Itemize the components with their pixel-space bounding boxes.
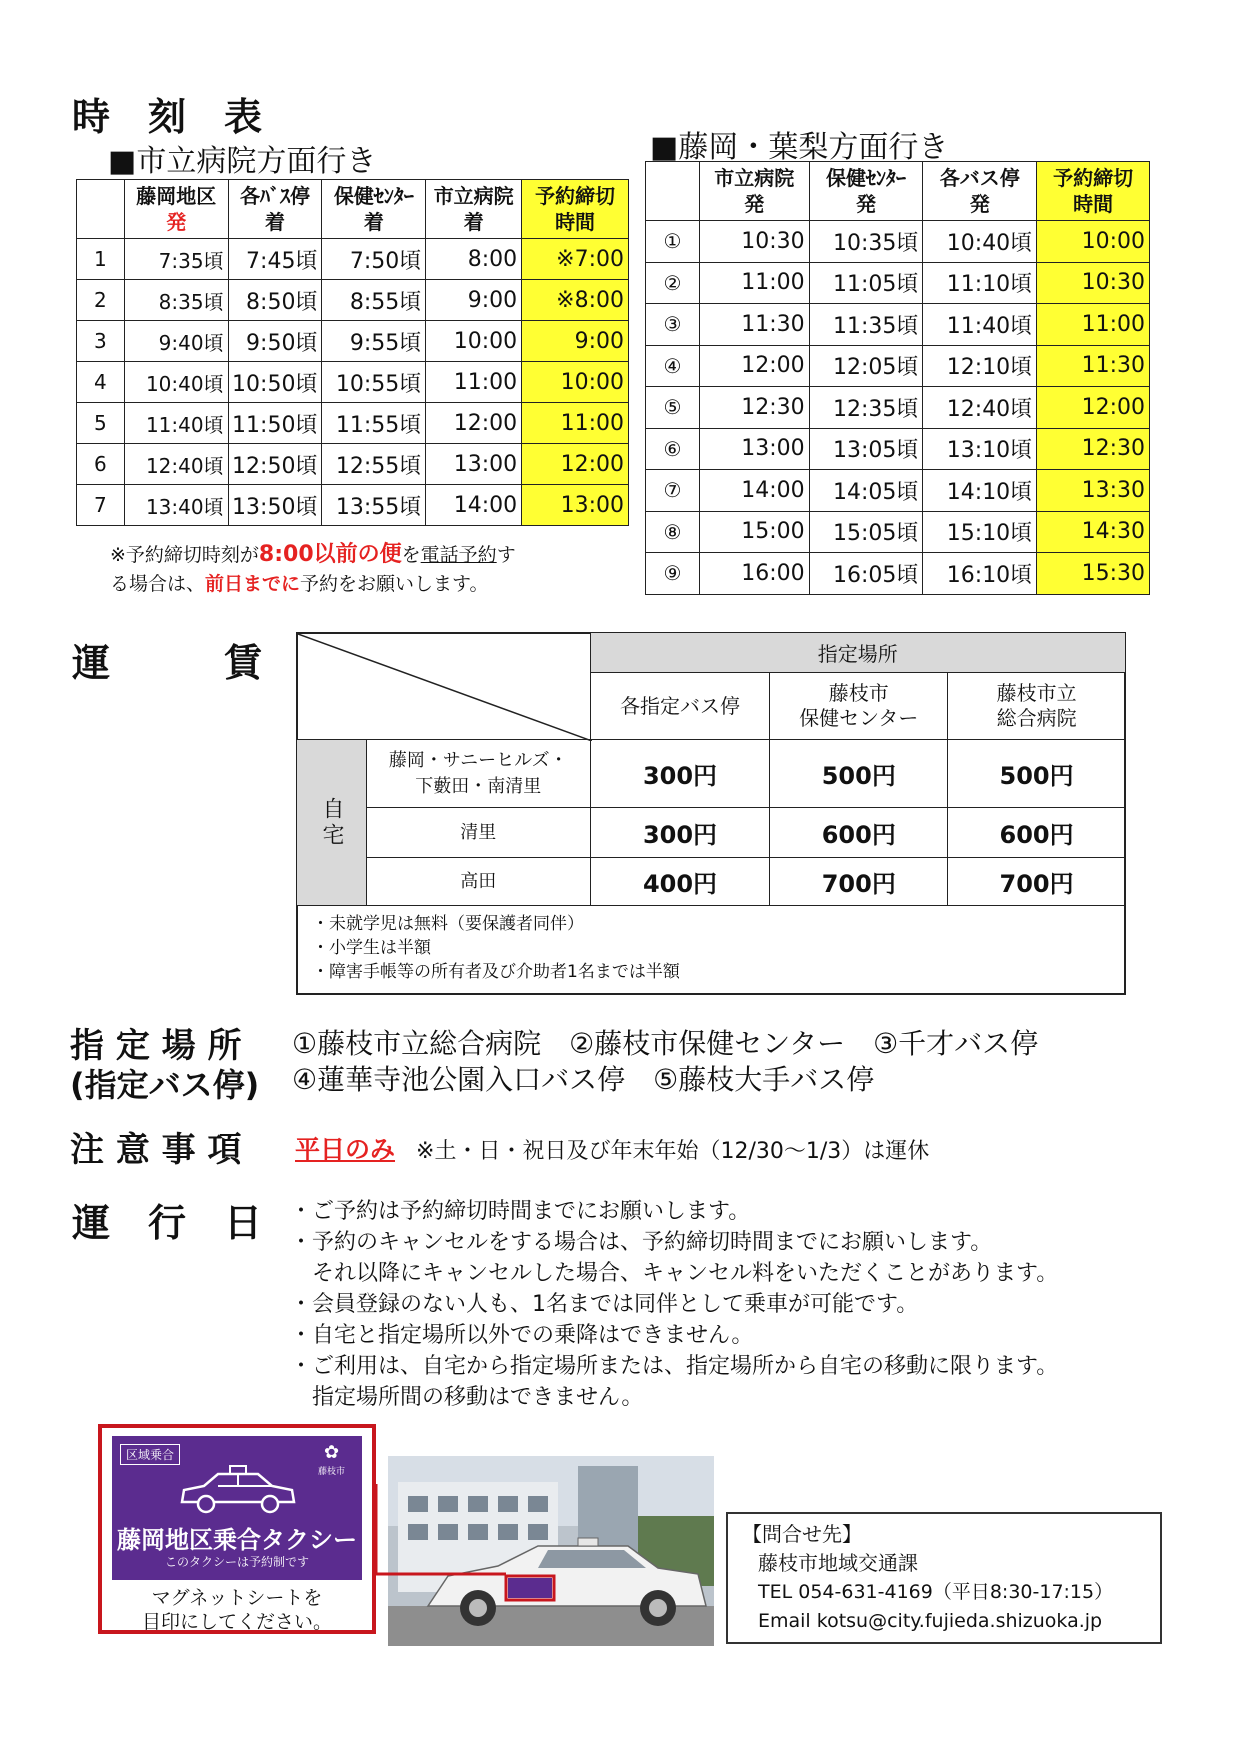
col-header-health-center: 藤枝市 保健センター: [770, 673, 948, 740]
time-cell: 14:00: [426, 485, 522, 526]
time-cell: 8:55頃: [322, 280, 426, 321]
time-cell: 12:00: [699, 345, 809, 387]
time-cell: 11:10頃: [923, 262, 1037, 304]
contact-heading: 【問合せ先】: [742, 1522, 862, 1546]
operation-notes: [290, 1196, 1058, 1413]
fare-heading: 運 賃: [72, 641, 263, 685]
timetable-row: [77, 280, 629, 321]
deadline-cell: 11:00: [522, 403, 629, 444]
deadline-cell: 14:30: [1037, 511, 1150, 553]
time-cell: 8:50頃: [228, 280, 322, 321]
col-header-fujioka: 藤岡地区 発: [124, 180, 228, 239]
time-cell: 15:05頃: [809, 511, 923, 553]
designated-subheading: (指定バス停): [70, 1066, 260, 1104]
timetable-row: [77, 321, 629, 362]
taxi-sign: [112, 1436, 362, 1580]
row-number: ⑥: [646, 428, 700, 470]
time-cell: 13:10頃: [923, 428, 1037, 470]
price-cell: 600円: [770, 808, 948, 858]
operation-line: ・自宅と指定場所以外での乗降はできません。: [290, 1323, 754, 1348]
col-header-health-center: 保健ｾﾝﾀｰ 発: [809, 162, 923, 221]
deadline-cell: 13:00: [522, 485, 629, 526]
time-cell: 9:40頃: [124, 321, 228, 362]
row-number: 6: [77, 444, 125, 485]
col-header-hospital: 市立病院 発: [699, 162, 809, 221]
col-header-busstop: 各ﾊﾞｽ停 着: [228, 180, 322, 239]
area-cell: 高田: [366, 858, 590, 906]
deadline-cell: 10:30: [1037, 262, 1150, 304]
timetable-heading: 時 刻 表: [72, 95, 263, 139]
timetable-row: [77, 403, 629, 444]
fare-table-frame: [296, 632, 1126, 995]
fare-note: ・障害手帳等の所有者及び介助者1名までは半額: [312, 962, 680, 982]
fare-corner: [297, 633, 591, 740]
time-cell: 10:55頃: [322, 362, 426, 403]
deadline-cell: 11:00: [1037, 304, 1150, 346]
deadline-cell: 15:30: [1037, 553, 1150, 595]
time-cell: 16:00: [699, 553, 809, 595]
deadline-cell: ※7:00: [522, 239, 629, 280]
time-cell: 13:55頃: [322, 485, 426, 526]
designated-heading: 指 定 場 所: [70, 1026, 242, 1066]
price-cell: 500円: [770, 740, 948, 808]
time-cell: 12:30: [699, 387, 809, 429]
fare-row: [297, 740, 1126, 808]
col-header-health-center: 保健ｾﾝﾀｰ 着: [322, 180, 426, 239]
timetable-row: [646, 387, 1150, 429]
deadline-cell: 11:30: [1037, 345, 1150, 387]
deadline-cell: 12:30: [1037, 428, 1150, 470]
time-cell: 9:50頃: [228, 321, 322, 362]
city-emblem-icon: ✿: [324, 1442, 340, 1463]
price-cell: 300円: [590, 808, 770, 858]
timetable-row: [77, 362, 629, 403]
operation-line: ・ご予約は予約締切時間までにお願いします。: [290, 1199, 751, 1224]
taxi-icon: [174, 1462, 300, 1516]
timetable-row: [646, 553, 1150, 595]
row-number: ⑤: [646, 387, 700, 429]
time-cell: 15:00: [699, 511, 809, 553]
time-cell: 12:50頃: [228, 444, 322, 485]
fare-notes: [298, 906, 694, 990]
row-number: 2: [77, 280, 125, 321]
caution-text: 平日のみ ※土・日・祝日及び年末年始（12/30～1/3）は運休: [295, 1135, 930, 1164]
row-number: 3: [77, 321, 125, 362]
deadline-cell: 10:00: [1037, 221, 1150, 263]
timetable-row: [646, 428, 1150, 470]
time-cell: 15:10頃: [923, 511, 1037, 553]
deadline-cell: 12:00: [1037, 387, 1150, 429]
left-timetable-title: ■市立病院方面行き: [108, 144, 377, 179]
time-cell: 12:35頃: [809, 387, 923, 429]
time-cell: 13:00: [699, 428, 809, 470]
row-number: 1: [77, 239, 125, 280]
designated-line-2: ④蓮華寺池公園入口バス停 ⑤藤枝大手バス停: [292, 1063, 875, 1096]
time-cell: 12:00: [426, 403, 522, 444]
area-cell: 藤岡・サニーヒルズ・ 下藪田・南清里: [366, 740, 590, 808]
sign-caption: マグネットシートを 目印にしてください。: [141, 1587, 332, 1633]
deadline-cell: ※8:00: [522, 280, 629, 321]
contact-tel[interactable]: TEL 054-631-4169（平日8:30-17:15）: [758, 1581, 1114, 1603]
time-cell: 10:00: [426, 321, 522, 362]
col-header: [77, 180, 125, 239]
time-cell: 12:05頃: [809, 345, 923, 387]
row-number: 4: [77, 362, 125, 403]
time-cell: 14:00: [699, 470, 809, 512]
time-cell: 13:05頃: [809, 428, 923, 470]
col-header-deadline: 予約締切 時間: [1037, 162, 1150, 221]
time-cell: 16:05頃: [809, 553, 923, 595]
time-cell: 14:10頃: [923, 470, 1037, 512]
col-header-hospital: 市立病院 着: [426, 180, 522, 239]
time-cell: 10:50頃: [228, 362, 322, 403]
time-cell: 11:35頃: [809, 304, 923, 346]
sign-title: 藤岡地区乗合タクシー: [117, 1526, 357, 1554]
row-number: ②: [646, 262, 700, 304]
timetable-row: [77, 444, 629, 485]
time-cell: 13:50頃: [228, 485, 322, 526]
operation-line: ・会員登録のない人も、1名までは同伴として乗車が可能です。: [290, 1292, 919, 1317]
timetable-row: [646, 221, 1150, 263]
time-cell: 9:00: [426, 280, 522, 321]
operation-line: ・ご利用は、自宅から指定場所または、指定場所から自宅の移動に限ります。: [290, 1354, 1059, 1379]
time-cell: 7:45頃: [228, 239, 322, 280]
row-number: ①: [646, 221, 700, 263]
deadline-cell: 9:00: [522, 321, 629, 362]
timetable-row: [646, 262, 1150, 304]
price-cell: 300円: [590, 740, 770, 808]
time-cell: 11:05頃: [809, 262, 923, 304]
left-timetable-note: ※予約締切時刻が8:00以前の便を電話予約す る場合は、前日までに予約をお願いします。: [110, 542, 516, 595]
timetable-row: [646, 511, 1150, 553]
timetable-row: [77, 239, 629, 280]
price-cell: 700円: [948, 858, 1126, 906]
contact-email[interactable]: Email kotsu@city.fujieda.shizuoka.jp: [758, 1610, 1103, 1632]
time-cell: 10:30: [699, 221, 809, 263]
col-header-hospital: 藤枝市立 総合病院: [948, 673, 1126, 740]
time-cell: 10:40頃: [124, 362, 228, 403]
time-cell: 8:35頃: [124, 280, 228, 321]
operation-line: 指定場所間の移動はできません。: [290, 1385, 644, 1410]
time-cell: 8:00: [426, 239, 522, 280]
deadline-cell: 10:00: [522, 362, 629, 403]
time-cell: 14:05頃: [809, 470, 923, 512]
time-cell: 12:40頃: [124, 444, 228, 485]
area-cell: 清里: [366, 808, 590, 858]
price-cell: 600円: [948, 808, 1126, 858]
time-cell: 13:00: [426, 444, 522, 485]
fare-table: [296, 632, 1126, 906]
left-timetable: [76, 179, 629, 526]
col-header-deadline: 予約締切 時間: [522, 180, 629, 239]
time-cell: 12:55頃: [322, 444, 426, 485]
fare-row: [297, 858, 1126, 906]
timetable-row: [77, 485, 629, 526]
time-cell: 13:40頃: [124, 485, 228, 526]
row-number: 5: [77, 403, 125, 444]
designated-line-1: ①藤枝市立総合病院 ②藤枝市保健センター ③千才バス停: [292, 1027, 1039, 1060]
sign-subtitle: このタクシーは予約制です: [164, 1555, 309, 1569]
row-number: ⑨: [646, 553, 700, 595]
row-number: ③: [646, 304, 700, 346]
time-cell: 11:30: [699, 304, 809, 346]
col-header: [646, 162, 700, 221]
operation-line: ・予約のキャンセルをする場合は、予約締切時間までにお願いします。: [290, 1230, 993, 1255]
time-cell: 11:00: [699, 262, 809, 304]
right-timetable-title: ■藤岡・葉梨方面行き: [650, 130, 949, 165]
time-cell: 11:40頃: [124, 403, 228, 444]
row-number: ⑦: [646, 470, 700, 512]
operation-heading: 運 行 日: [72, 1201, 263, 1245]
time-cell: 10:40頃: [923, 221, 1037, 263]
deadline-cell: 13:30: [1037, 470, 1150, 512]
col-header-busstops: 各指定バス停: [590, 673, 770, 740]
col-header-busstop: 各バス停 発: [923, 162, 1037, 221]
time-cell: 7:35頃: [124, 239, 228, 280]
operation-line: それ以降にキャンセルした場合、キャンセル料をいただくことがあります。: [290, 1261, 1059, 1286]
time-cell: 12:40頃: [923, 387, 1037, 429]
time-cell: 11:50頃: [228, 403, 322, 444]
time-cell: 16:10頃: [923, 553, 1037, 595]
price-cell: 500円: [948, 740, 1126, 808]
time-cell: 11:55頃: [322, 403, 426, 444]
price-cell: 400円: [590, 858, 770, 906]
weekday-only: 平日のみ: [295, 1135, 396, 1164]
right-timetable: [645, 161, 1150, 595]
caution-heading: 注 意 事 項: [70, 1130, 242, 1170]
sign-city: 藤枝市: [318, 1467, 346, 1477]
timetable-row: [646, 304, 1150, 346]
row-number: ⑧: [646, 511, 700, 553]
sign-badge: 区域乗合: [120, 1444, 180, 1465]
time-cell: 11:00: [426, 362, 522, 403]
timetable-row: [646, 345, 1150, 387]
time-cell: 12:10頃: [923, 345, 1037, 387]
deadline-cell: 12:00: [522, 444, 629, 485]
time-cell: 11:40頃: [923, 304, 1037, 346]
time-cell: 7:50頃: [322, 239, 426, 280]
time-cell: 9:55頃: [322, 321, 426, 362]
fare-note: ・小学生は半額: [312, 938, 431, 958]
contact-box: [726, 1512, 1162, 1644]
timetable-row: [646, 470, 1150, 512]
time-cell: 10:35頃: [809, 221, 923, 263]
price-cell: 700円: [770, 858, 948, 906]
pointer-line: [372, 1480, 512, 1600]
fare-row: [297, 808, 1126, 858]
designated-header: 指定場所: [590, 633, 1125, 673]
home-label: 自宅: [297, 740, 367, 906]
contact-dept: 藤枝市地域交通課: [758, 1551, 918, 1575]
row-number: 7: [77, 485, 125, 526]
row-number: ④: [646, 345, 700, 387]
fare-note: ・未就学児は無料（要保護者同伴）: [312, 914, 584, 934]
